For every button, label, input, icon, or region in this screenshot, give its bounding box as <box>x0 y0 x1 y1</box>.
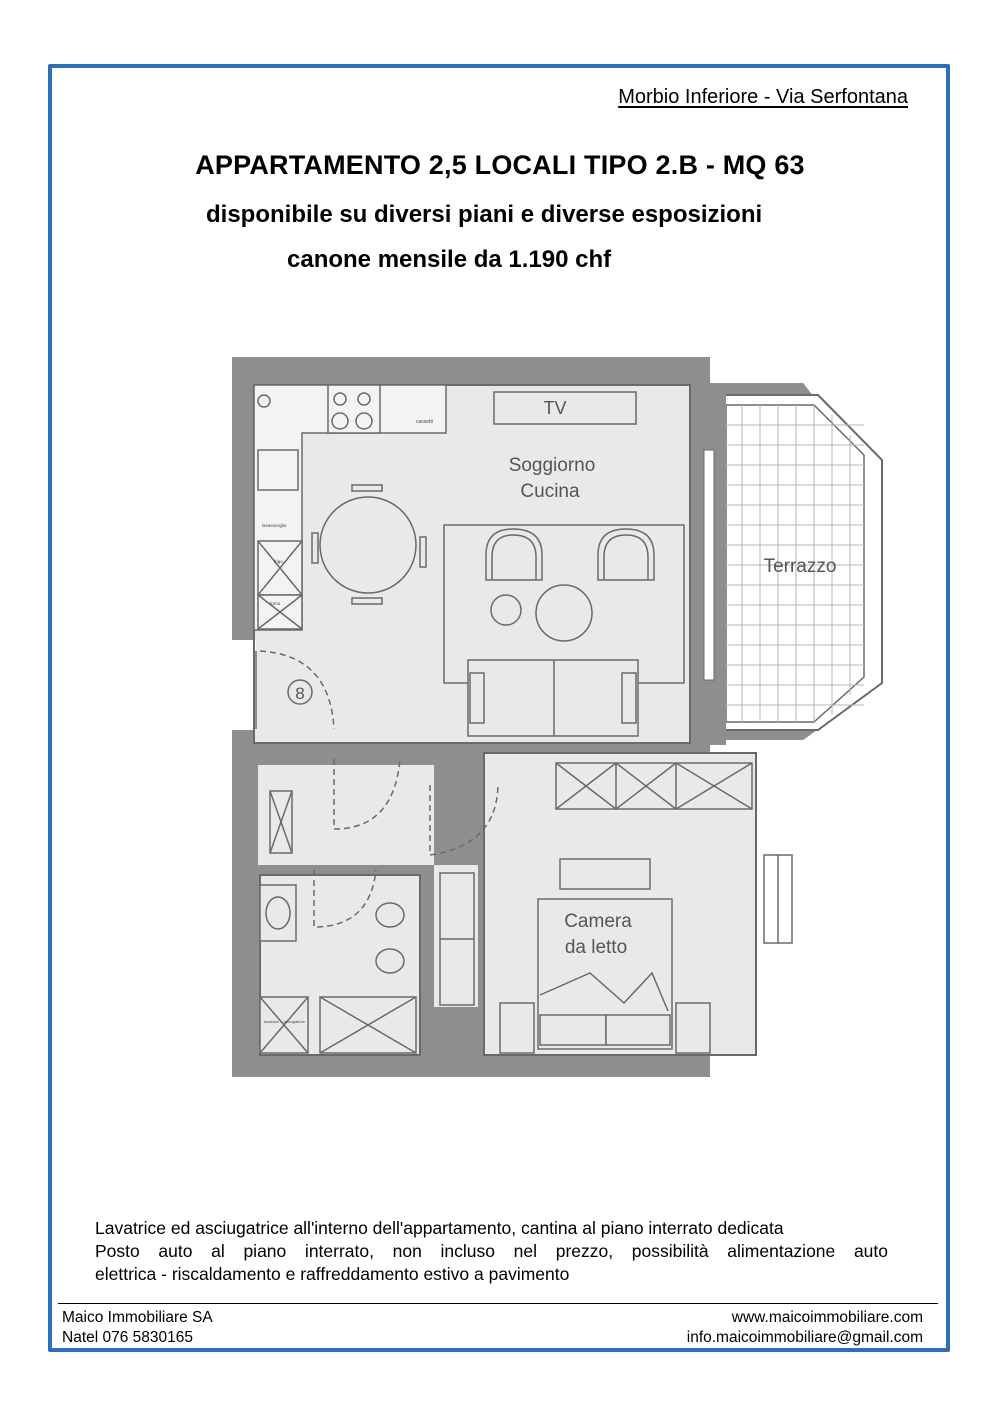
note-line-3: elettrica - riscaldamento e raffreddamento estivo a pavimento <box>95 1264 570 1284</box>
bidet-icon <box>376 903 404 927</box>
oven-label: forno <box>270 601 281 606</box>
floor-plan <box>230 355 837 1080</box>
location-heading: Morbio Inferiore - Via Serfontana <box>618 86 908 108</box>
tv-label: TV <box>543 398 567 418</box>
sofa <box>468 660 638 736</box>
dishwasher-label: lavastoviglie <box>262 523 287 528</box>
washer-dryer-label: lavatrice + asciugatrice <box>264 1019 305 1024</box>
terrace-label: Terrazzo <box>763 556 837 577</box>
stove-icon <box>328 385 380 433</box>
kitchen-cabinet-label: cassetti <box>416 419 433 425</box>
note-line-2: Posto auto al piano interrato, non incluso nel prezzo, possibilità alimentazione auto <box>95 1241 888 1261</box>
email-link[interactable]: info.maicoimmobiliare@gmail.com <box>686 1329 923 1346</box>
rent-text: canone mensile da 1.190 chf <box>287 246 612 273</box>
listing-title: APPARTAMENTO 2,5 LOCALI TIPO 2.B - MQ 63 <box>195 150 805 180</box>
bedroom-label-2: da letto <box>564 937 628 958</box>
website-link[interactable]: www.maicoimmobiliare.com <box>731 1309 923 1326</box>
note-line-1: Lavatrice ed asciugatrice all'interno dell'appartamento, cantina al piano interrato dedicata <box>95 1218 784 1238</box>
company-name: Maico Immobiliare SA <box>62 1309 213 1326</box>
entrance-number: 8 <box>295 684 305 703</box>
living-label-2: Cucina <box>520 481 580 502</box>
notes-block <box>95 1217 888 1286</box>
footer-divider <box>58 1303 938 1304</box>
living-label-1: Soggiorno <box>508 455 596 476</box>
corridor <box>294 765 434 865</box>
bedroom-label-1: Camera <box>564 911 632 932</box>
toilet-icon <box>376 949 404 973</box>
availability-text: disponibile su diversi piani e diverse esposizioni <box>206 201 763 228</box>
fridge-label: frigo <box>274 559 283 564</box>
footer-right <box>687 1308 923 1348</box>
bedroom-wardrobe <box>556 763 752 809</box>
footer-left <box>62 1308 213 1348</box>
phone-number: Natel 076 5830165 <box>62 1329 194 1346</box>
